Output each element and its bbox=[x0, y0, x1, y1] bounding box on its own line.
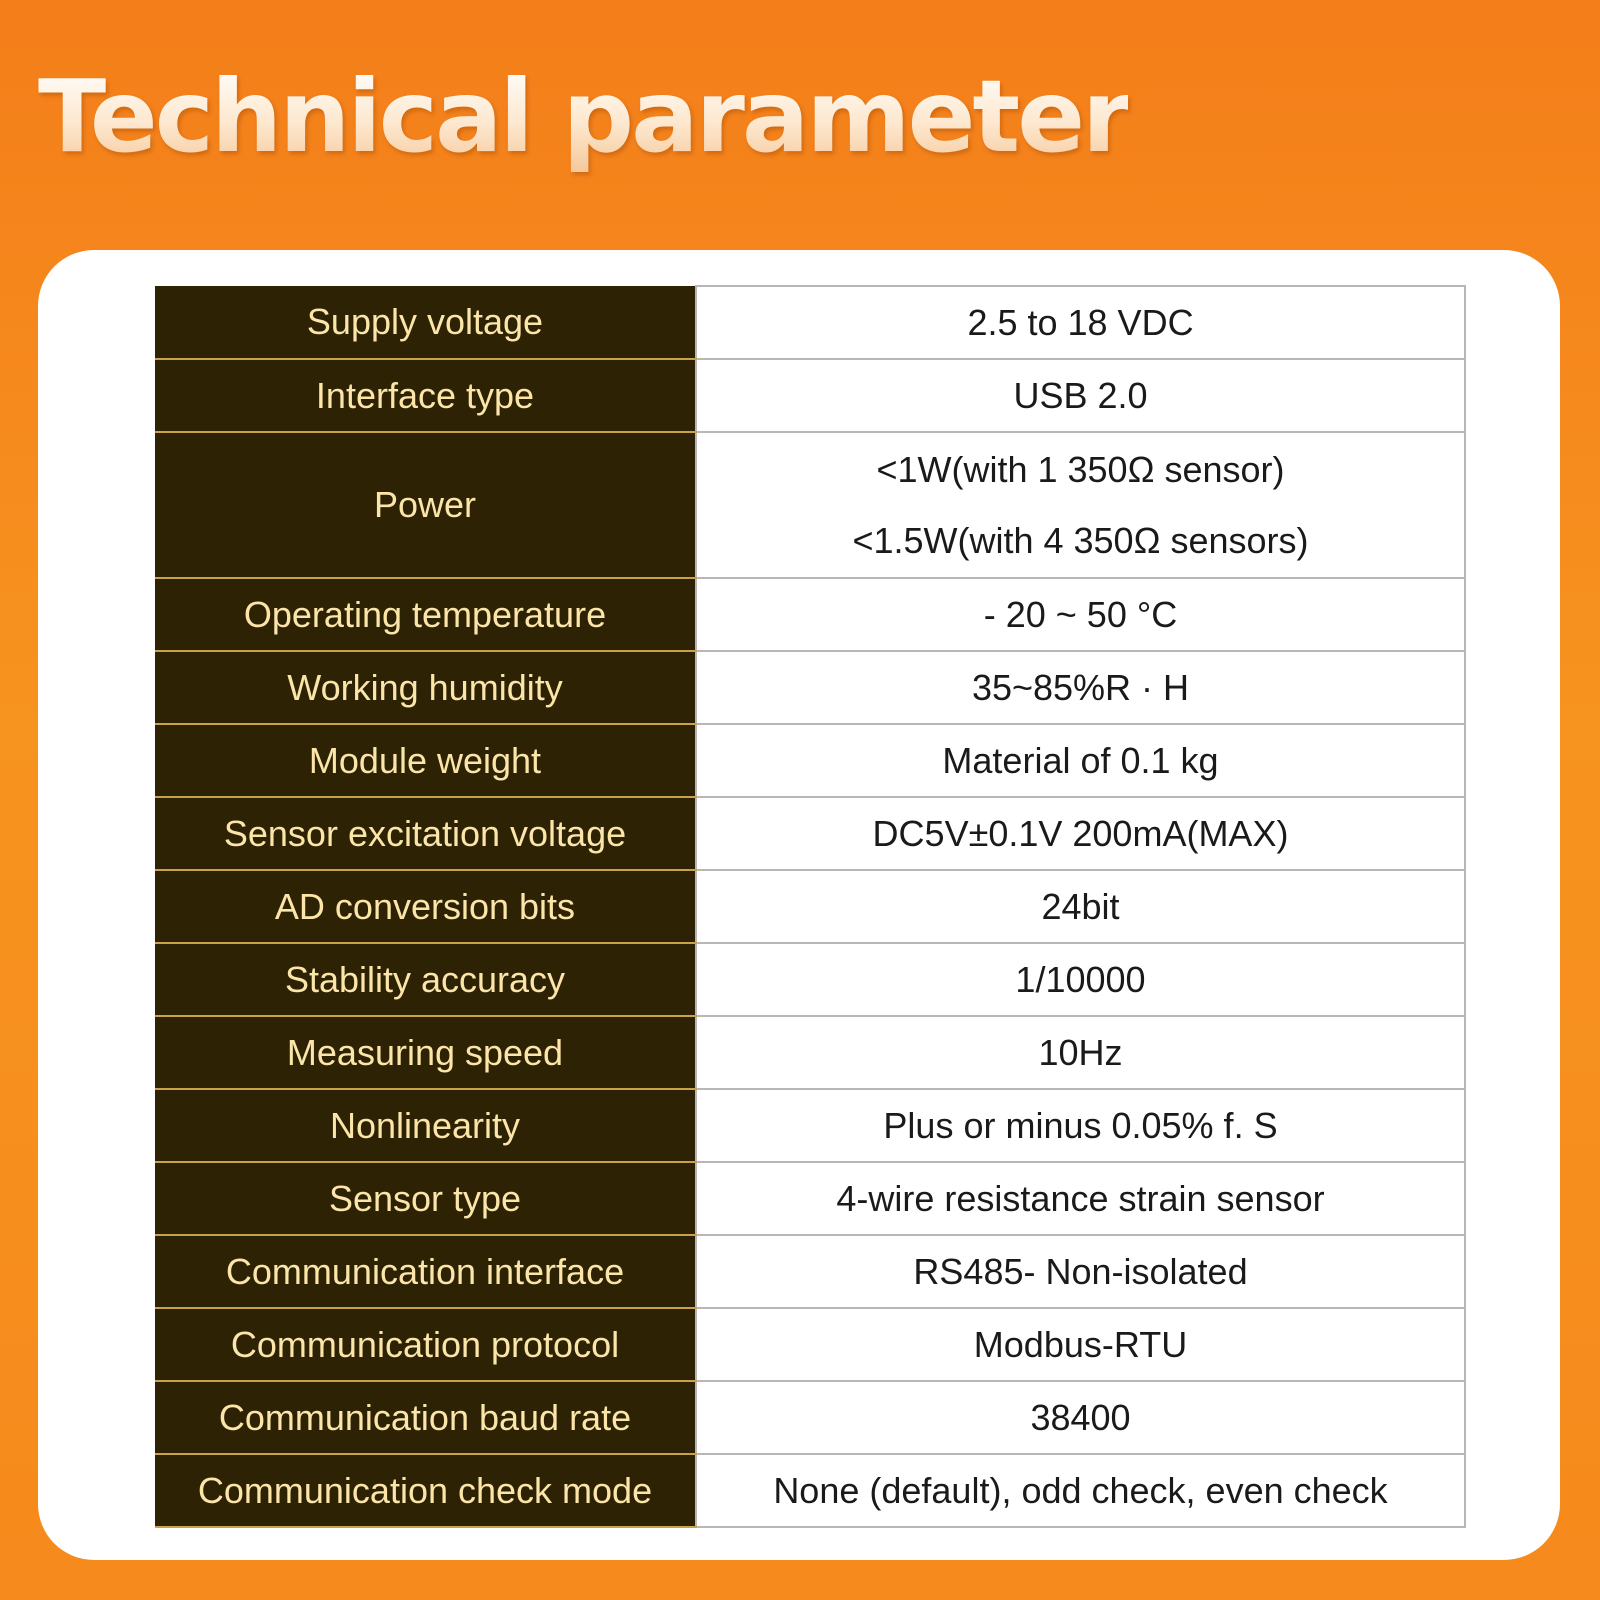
param-value-text: DC5V±0.1V 200mA(MAX) bbox=[872, 812, 1289, 854]
param-name-cell: Sensor excitation voltage bbox=[155, 797, 696, 870]
param-value-cell bbox=[696, 286, 1465, 359]
param-name-cell: Interface type bbox=[155, 359, 696, 432]
param-value-cell bbox=[696, 943, 1465, 1016]
param-name-cell: Nonlinearity bbox=[155, 1089, 696, 1162]
param-value-text: 2.5 to 18 VDC bbox=[967, 301, 1194, 343]
param-value-text: USB 2.0 bbox=[1013, 374, 1148, 416]
param-name-cell: Operating temperature bbox=[155, 578, 696, 651]
param-value-text: - 20 ~ 50 °C bbox=[983, 593, 1178, 635]
param-value-text: 1/10000 bbox=[1015, 958, 1146, 1000]
param-value-text: 10Hz bbox=[1038, 1031, 1123, 1073]
param-value-cell bbox=[696, 1162, 1465, 1235]
spec-table-body bbox=[155, 286, 1465, 1527]
param-name-cell: Communication protocol bbox=[155, 1308, 696, 1381]
param-name-cell: Communication baud rate bbox=[155, 1381, 696, 1454]
table-row bbox=[155, 1016, 1465, 1089]
page-title: Technical parameter bbox=[38, 58, 1129, 175]
table-row bbox=[155, 432, 1465, 578]
param-value-cell bbox=[696, 1235, 1465, 1308]
param-name-cell: Working humidity bbox=[155, 651, 696, 724]
table-row bbox=[155, 651, 1465, 724]
param-value-text: 4-wire resistance strain sensor bbox=[836, 1177, 1325, 1219]
param-name-cell: Communication check mode bbox=[155, 1454, 696, 1527]
table-row bbox=[155, 1235, 1465, 1308]
param-value-text: 24bit bbox=[1041, 885, 1120, 927]
param-value-cell bbox=[696, 1454, 1465, 1527]
param-value-text: Plus or minus 0.05% f. S bbox=[883, 1104, 1278, 1146]
param-value-text: None (default), odd check, even check bbox=[773, 1469, 1388, 1511]
spec-panel bbox=[38, 250, 1560, 1560]
param-value-cell bbox=[696, 1089, 1465, 1162]
param-name-cell: Supply voltage bbox=[155, 286, 696, 359]
param-name-cell: AD conversion bits bbox=[155, 870, 696, 943]
param-value-cell bbox=[696, 578, 1465, 651]
param-value-cell bbox=[696, 797, 1465, 870]
param-value-text: RS485- Non-isolated bbox=[913, 1250, 1248, 1292]
param-name-cell: Measuring speed bbox=[155, 1016, 696, 1089]
param-value-cell bbox=[696, 1016, 1465, 1089]
table-row bbox=[155, 943, 1465, 1016]
spec-table bbox=[155, 285, 1466, 1528]
param-name-cell: Module weight bbox=[155, 724, 696, 797]
param-value-cell bbox=[696, 724, 1465, 797]
param-value-text: Material of 0.1 kg bbox=[942, 739, 1219, 781]
param-value-cell bbox=[696, 359, 1465, 432]
param-value-text: 38400 bbox=[1030, 1396, 1131, 1438]
table-row bbox=[155, 870, 1465, 943]
param-value-text: <1.5W(with 4 350Ω sensors) bbox=[852, 520, 1309, 561]
table-row bbox=[155, 1162, 1465, 1235]
param-value-cell bbox=[696, 432, 1465, 578]
table-row bbox=[155, 578, 1465, 651]
param-name-cell: Stability accuracy bbox=[155, 943, 696, 1016]
table-row bbox=[155, 359, 1465, 432]
table-row bbox=[155, 1454, 1465, 1527]
param-value-cell bbox=[696, 1381, 1465, 1454]
param-value-cell bbox=[696, 1308, 1465, 1381]
table-row bbox=[155, 724, 1465, 797]
param-value-text: Modbus-RTU bbox=[973, 1323, 1188, 1365]
param-name-cell: Sensor type bbox=[155, 1162, 696, 1235]
param-value-text: 35~85%R · H bbox=[971, 666, 1190, 708]
param-value-text: <1W(with 1 350Ω sensor) bbox=[876, 449, 1285, 490]
table-row bbox=[155, 1381, 1465, 1454]
table-row bbox=[155, 1089, 1465, 1162]
table-row bbox=[155, 797, 1465, 870]
table-row bbox=[155, 286, 1465, 359]
table-row bbox=[155, 1308, 1465, 1381]
param-name-cell: Communication interface bbox=[155, 1235, 696, 1308]
param-value-cell bbox=[696, 651, 1465, 724]
param-value-cell bbox=[696, 870, 1465, 943]
param-name-cell: Power bbox=[155, 432, 696, 578]
